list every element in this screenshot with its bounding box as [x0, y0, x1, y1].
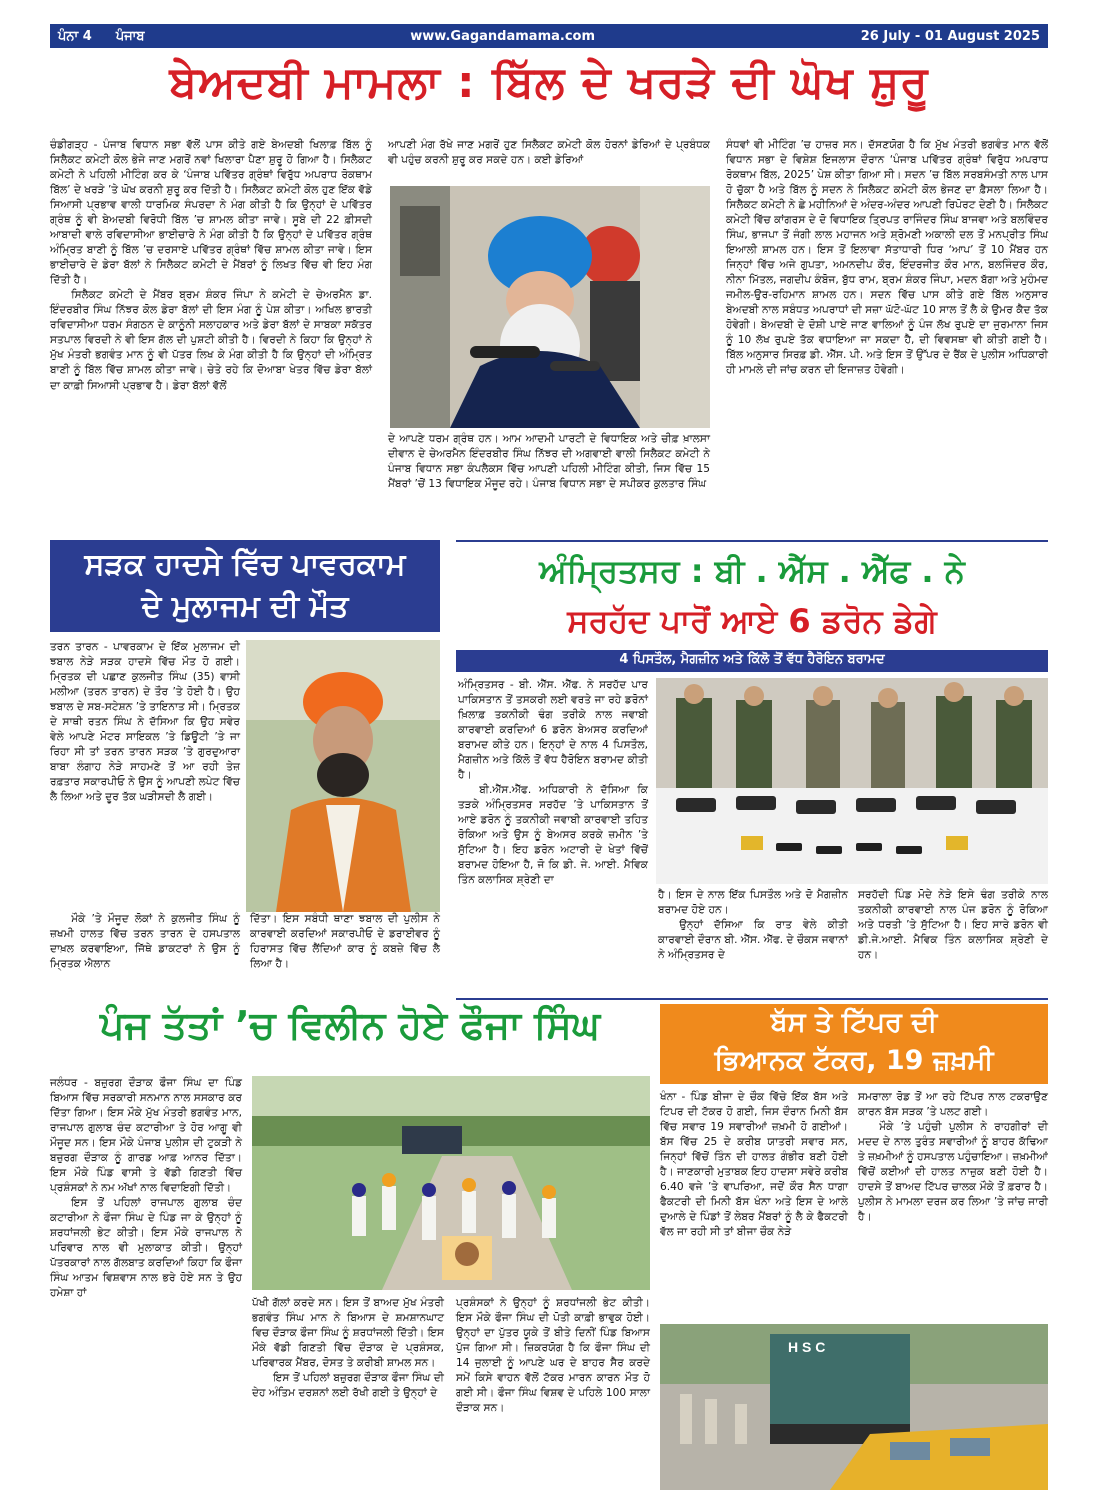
website-link[interactable]: www.Gagandamama.com	[410, 28, 596, 44]
story5-headline-line-1: ਬੱਸ ਤੇ ਟਿੱਪਰ ਦੀ	[770, 1007, 938, 1038]
story3-paragraph-3: ਹੈ। ਇਸ ਦੇ ਨਾਲ ਇੱਕ ਪਿਸਤੌਲ ਅਤੇ ਦੋ ਮੈਗਜ਼ੀਨ ਬਰਾਮਦ ਹੋਏ ਹਨ।	[658, 889, 848, 917]
issue-dates: 26 July - 01 August 2025	[860, 28, 1040, 44]
story1-column-2-bottom: ਦੇ ਆਪਣੇ ਧਰਮ ਗ੍ਰੰਥ ਹਨ। ਆਮ ਆਦਮੀ ਪਾਰਟੀ ਦੇ ਵਿਧਾਇਕ ਅਤੇ ਚੀਫ਼ ਖ਼ਾਲਸਾ ਦੀਵਾਨ ਦੇ ਚੇਅਰਮੈਨ ਇੰਦਰਬੀਰ ਸਿੰਘ ਨਿੱਝਰ ਦੀ ਅਗਵਾਈ ਵਾਲੀ ਸਿਲੈਕਟ ਕਮੇਟੀ ਨੇ ਪੰਜਾਬ ਵਿਧਾਨ ਸਭਾ ਕੰਪਲੈਕਸ ਵਿੱਚ ਆਪਣੀ ਪਹਿਲੀ ਮੀਟਿੰਗ ਕੀਤੀ, ਜਿਸ ਵਿੱਚ 15 ਮੈਂਬਰਾਂ ’ਚੋਂ 13 ਵਿਧਾਇਕ ਮੌਜੂਦ ਰਹੇ। ਪੰਜਾਬ ਵਿਧਾਨ ਸਭਾ ਦੇ ਸਪੀਕਰ ਕੁਲਤਾਰ ਸਿੰਘ	[388, 433, 710, 491]
story1-column-3: ਸੰਧਵਾਂ ਵੀ ਮੀਟਿੰਗ ’ਚ ਹਾਜ਼ਰ ਸਨ। ਦੱਸਣਯੋਗ ਹੈ ਕਿ ਮੁੱਖ ਮੰਤਰੀ ਭਗਵੰਤ ਮਾਨ ਵੱਲੋਂ ਵਿਧਾਨ ਸਭਾ ਦੇ ਵਿਸ਼ੇਸ਼ ਇਜਲਾਸ ਦੌਰਾਨ ‘ਪੰਜਾਬ ਪਵਿੱਤਰ ਗ੍ਰੰਥਾਂ ਵਿਰੁੱਧ ਅਪਰਾਧ ਰੋਕਥਾਮ ਬਿੱਲ, 2025’ ਪੇਸ਼ ਕੀਤਾ ਗਿਆ ਸੀ। ਸਦਨ ’ਚ ਬਿੱਲ ਸਰਬਸੰਮਤੀ ਨਾਲ ਪਾਸ ਹੋ ਚੁੱਕਾ ਹੈ ਅਤੇ ਬਿੱਲ ਨੂੰ ਸਦਨ ਨੇ ਸਿਲੈਕਟ ਕਮੇਟੀ ਕੋਲ ਭੇਜਣ ਦਾ ਫ਼ੈਸਲਾ ਲਿਆ ਹੈ। ਸਿਲੈਕਟ ਕਮੇਟੀ ਨੇ ਛੇ ਮਹੀਨਿਆਂ ਦੇ ਅੰਦਰ-ਅੰਦਰ ਆਪਣੀ ਰਿਪੋਰਟ ਦੇਣੀ ਹੈ। ਸਿਲੈਕਟ ਕਮੇਟੀ ਵਿੱਚ ਕਾਂਗਰਸ ਦੇ ਦੋ ਵਿਧਾਇਕ ਤ੍ਰਿਪਤ ਰਾਜਿੰਦਰ ਸਿੰਘ ਬਾਜਵਾ ਅਤੇ ਬਲਵਿੰਦਰ ਸਿੰਘ, ਭਾਜਪਾ ਤੋਂ ਜੰਗੀ ਲਾਲ ਮਹਾਜਨ ਅਤੇ ਸ਼੍ਰੋਮਣੀ ਅਕਾਲੀ ਦਲ ਤੋਂ ਮਨਪ੍ਰੀਤ ਸਿੰਘ ਇਆਲੀ ਸ਼ਾਮਲ ਹਨ। ਇਸ ਤੋਂ ਇਲਾਵਾ ਸੱਤਾਧਾਰੀ ਧਿਰ ‘ਆਪ’ ਤੋਂ 10 ਮੈਂਬਰ ਹਨ ਜਿਨ੍ਹਾਂ ਵਿੱਚ ਅਜੇ ਗੁਪਤਾ, ਅਮਨਦੀਪ ਕੌਰ, ਇੰਦਰਜੀਤ ਕੌਰ ਮਾਨ, ਬਲਜਿੰਦਰ ਕੌਰ, ਨੀਨਾ ਮਿੱਤਲ, ਜਗਦੀਪ ਕੰਬੋਜ, ਬੁੱਧ ਰਾਮ, ਬ੍ਰਮ ਸ਼ੰਕਰ ਜਿੰਪਾ, ਮਦਨ ਬੱਗਾ ਅਤੇ ਮੁਹੰਮਦ ਜਮੀਲ-ਉਰ-ਰਹਿਮਾਨ ਸ਼ਾਮਲ ਹਨ। ਸਦਨ ਵਿੱਚ ਪਾਸ ਕੀਤੇ ਗਏ ਬਿੱਲ ਅਨੁਸਾਰ ਬੇਅਦਬੀ ਨਾਲ ਸਬੰਧਤ ਅਪਰਾਧਾਂ ਦੀ ਸਜ਼ਾ ਘੱਟੋ-ਘੱਟ 10 ਸਾਲ ਤੋਂ ਲੈ ਕੇ ਉਮਰ ਕੈਦ ਤੱਕ ਹੋਵੇਗੀ। ਬੇਅਦਬੀ ਦੇ ਦੋਸ਼ੀ ਪਾਏ ਜਾਣ ਵਾਲਿਆਂ ਨੂੰ ਪੰਜ ਲੱਖ ਰੁਪਏ ਦਾ ਜੁਰਮਾਨਾ ਜਿਸ ਨੂੰ 10 ਲੱਖ ਰੁਪਏ ਤੱਕ ਵਧਾਇਆ ਜਾ ਸਕਦਾ ਹੈ, ਦੀ ਵਿਵਸਥਾ ਵੀ ਕੀਤੀ ਗਈ ਹੈ। ਬਿੱਲ ਅਨੁਸਾਰ ਸਿਰਫ਼ ਡੀ. ਐੱਸ. ਪੀ. ਅਤੇ ਇਸ ਤੋਂ ਉੱਪਰ ਦੇ ਰੈਂਕ ਦੇ ਪੁਲੀਸ ਅਧਿਕਾਰੀ ਹੀ ਮਾਮਲੇ ਦੀ ਜਾਂਚ ਕਰਨ ਦੀ ਇਜਾਜ਼ਤ ਹੋਵੇਗੀ।	[726, 139, 1048, 377]
story3-headline-line-1: ਅੰਮ੍ਰਿਤਸਰ : ਬੀ . ਐੱਸ . ਐੱਫ . ਨੇ	[539, 552, 965, 590]
story3-subheadline: 4 ਪਿਸਤੌਲ, ਮੈਗਜ਼ੀਨ ਅਤੇ ਕਿੱਲੋ ਤੋਂ ਵੱਧ ਹੈਰੋਇਨ ਬਰਾਮਦ	[456, 650, 1048, 672]
story3-column-2	[658, 888, 848, 963]
story2-headline-line-2: ਦੇ ਮੁਲਾਜਮ ਦੀ ਮੌਤ	[141, 589, 349, 624]
story4-paragraph-1: ਜਲੰਧਰ - ਬਜ਼ੁਰਗ ਦੌੜਾਕ ਫੌਜਾ ਸਿੰਘ ਦਾ ਪਿੰਡ ਬਿਆਸ ਵਿੱਚ ਸਰਕਾਰੀ ਸਨਮਾਨ ਨਾਲ ਸਸਕਾਰ ਕਰ ਦਿੱਤਾ ਗਿਆ। ਇਸ ਮੌਕੇ ਮੁੱਖ ਮੰਤਰੀ ਭਗਵੰਤ ਮਾਨ, ਰਾਜਪਾਲ ਗੁਲਾਬ ਚੰਦ ਕਟਾਰੀਆ ਤੇ ਹੋਰ ਆਗੂ ਵੀ ਮੌਜੂਦ ਸਨ। ਇਸ ਮੌਕੇ ਪੰਜਾਬ ਪੁਲੀਸ ਦੀ ਟੁਕੜੀ ਨੇ ਬਜ਼ੁਰਗ ਦੌੜਾਕ ਨੂੰ ਗਾਰਡ ਆਫ਼ ਆਨਰ ਦਿੱਤਾ। ਇਸ ਮੌਕੇ ਪਿੰਡ ਵਾਸੀ ਤੇ ਵੱਡੀ ਗਿਣਤੀ ਵਿੱਚ ਪ੍ਰਸ਼ੰਸਕਾਂ ਨੇ ਨਮ ਅੱਖਾਂ ਨਾਲ ਵਿਦਾਇਗੀ ਦਿੱਤੀ।	[50, 1077, 242, 1195]
story3-headline-block	[456, 546, 1048, 646]
masthead-bar	[50, 24, 1048, 48]
story3-paragraph-2: ਬੀ.ਐੱਸ.ਐੱਫ. ਅਧਿਕਾਰੀ ਨੇ ਦੱਸਿਆ ਕਿ ਤੜਕੇ ਅੰਮ੍ਰਿਤਸਰ ਸਰਹੱਦ ’ਤੇ ਪਾਕਿਸਤਾਨ ਤੋਂ ਆਏ ਡਰੋਨ ਨੂੰ ਤਕਨੀਕੀ ਜਵਾਬੀ ਕਾਰਵਾਈ ਤਹਿਤ ਰੋਕਿਆ ਅਤੇ ਉਸ ਨੂੰ ਬੇਅਸਰ ਕਰਕੇ ਜ਼ਮੀਨ ’ਤੇ ਸੁੱਟਿਆ ਹੈ। ਇਹ ਡਰੋਨ ਅਟਾਰੀ ਦੇ ਖੇਤਾਂ ਵਿੱਚੋਂ ਬਰਾਮਦ ਹੋਇਆ ਹੈ, ਜੋ ਕਿ ਡੀ. ਜੇ. ਆਈ. ਮੈਵਿਕ ਤਿੰਨ ਕਲਾਸਿਕ ਸ਼੍ਰੇਣੀ ਦਾ	[458, 784, 648, 887]
story1-column-2-top: ਆਪਣੀ ਮੰਗ ਰੱਖੇ ਜਾਣ ਮਗਰੋਂ ਹੁਣ ਸਿਲੈਕਟ ਕਮੇਟੀ ਕੋਲ ਹੋਰਨਾਂ ਡੇਰਿਆਂ ਦੇ ਪ੍ਰਬੰਧਕ ਵੀ ਪਹੁੰਚ ਕਰਨੀ ਸ਼ੁਰੂ ਕਰ ਸਕਦੇ ਹਨ। ਕਈ ਡੇਰਿਆਂ	[388, 139, 710, 167]
story2-headline-box	[50, 540, 440, 632]
story4-headline: ਪੰਜ ਤੱਤਾਂ ’ਚ ਵਿਲੀਨ ਹੋਏ ਫੌਜਾ ਸਿੰਘ	[100, 1003, 600, 1047]
story3-bottom-rule	[456, 998, 1048, 1000]
story3-photo-seized-drones	[656, 678, 1048, 884]
story4-column-1	[50, 1076, 242, 1301]
story3-top-rule	[456, 540, 1048, 542]
story4-column-3: ਪ੍ਰਸ਼ੰਸਕਾਂ ਨੇ ਉਨ੍ਹਾਂ ਨੂੰ ਸ਼ਰਧਾਂਜਲੀ ਭੇਟ ਕੀਤੀ। ਇਸ ਮੌਕੇ ਫੌਜਾ ਸਿੰਘ ਦੀ ਪੋਤੀ ਕਾਫ਼ੀ ਭਾਵੁਕ ਹੋਈ। ਉਨ੍ਹਾਂ ਦਾ ਪੁੱਤਰ ਯੂਕੇ ਤੋਂ ਬੀਤੇ ਦਿਨੀਂ ਪਿੰਡ ਬਿਆਸ ਪੁੱਜ ਗਿਆ ਸੀ। ਜ਼ਿਕਰਯੋਗ ਹੈ ਕਿ ਫੌਜਾ ਸਿੰਘ ਦੀ 14 ਜੁਲਾਈ ਨੂੰ ਆਪਣੇ ਘਰ ਦੇ ਬਾਹਰ ਸੈਰ ਕਰਦੇ ਸਮੇਂ ਕਿਸੇ ਵਾਹਨ ਵੱਲੋਂ ਟੱਕਰ ਮਾਰਨ ਕਾਰਨ ਮੌਤ ਹੋ ਗਈ ਸੀ। ਫੌਜਾ ਸਿੰਘ ਵਿਸ਼ਵ ਦੇ ਪਹਿਲੇ 100 ਸਾਲਾ ਦੌੜਾਕ ਸਨ।	[456, 1297, 650, 1415]
story3-headline-line-2: ਸਰਹੱਦ ਪਾਰੋਂ ਆਏ 6 ਡਰੋਨ ਡੇਗੇ	[567, 602, 937, 640]
story1-column-1	[50, 138, 372, 394]
story4-paragraph-3: ਪੱਖੀ ਗੱਲਾਂ ਕਰਦੇ ਸਨ। ਇਸ ਤੋਂ ਬਾਅਦ ਮੁੱਖ ਮੰਤਰੀ ਭਗਵੰਤ ਸਿੰਘ ਮਾਨ ਨੇ ਬਿਆਸ ਦੇ ਸ਼ਮਸ਼ਾਨਘਾਟ ਵਿਚ ਦੌੜਾਕ ਫੌਜਾ ਸਿੰਘ ਨੂੰ ਸ਼ਰਧਾਂਜਲੀ ਦਿੱਤੀ। ਇਸ ਮੌਕੇ ਵੱਡੀ ਗਿਣਤੀ ਵਿੱਚ ਦੌੜਾਕ ਦੇ ਪ੍ਰਸ਼ੰਸਕ, ਪਰਿਵਾਰਕ ਮੈਂਬਰ, ਦੋਸਤ ਤੇ ਕਰੀਬੀ ਸ਼ਾਮਲ ਸਨ।	[252, 1297, 444, 1370]
story2-column-1b	[50, 912, 240, 972]
page-number: ਪੰਨਾ 4	[58, 28, 92, 44]
truck-plate-text: H S C	[788, 1339, 826, 1355]
story3-column-1	[458, 678, 648, 888]
story1-photo-speaker	[390, 186, 710, 428]
story3-paragraph-4: ਉਨ੍ਹਾਂ ਦੱਸਿਆ ਕਿ ਰਾਤ ਵੇਲੇ ਕੀਤੀ ਕਾਰਵਾਈ ਦੌਰਾਨ ਬੀ. ਐੱਸ. ਐੱਫ. ਦੇ ਚੌਕਸ ਜਵਾਨਾਂ ਨੇ ਅੰਮ੍ਰਿਤਸਰ ਦੇ	[658, 919, 848, 962]
story4-paragraph-2: ਇਸ ਤੋਂ ਪਹਿਲਾਂ ਰਾਜਪਾਲ ਗੁਲਾਬ ਚੰਦ ਕਟਾਰੀਆ ਨੇ ਫੌਜਾ ਸਿੰਘ ਦੇ ਪਿੰਡ ਜਾ ਕੇ ਉਨ੍ਹਾਂ ਨੂੰ ਸ਼ਰਧਾਂਜਲੀ ਭੇਟ ਕੀਤੀ। ਇਸ ਮੌਕੇ ਰਾਜਪਾਲ ਨੇ ਪਰਿਵਾਰ ਨਾਲ ਵੀ ਮੁਲਾਕਾਤ ਕੀਤੀ। ਉਨ੍ਹਾਂ ਪੱਤਰਕਾਰਾਂ ਨਾਲ ਗੱਲਬਾਤ ਕਰਦਿਆਂ ਕਿਹਾ ਕਿ ਫੌਜਾ ਸਿੰਘ ਆਤਮ ਵਿਸ਼ਵਾਸ ਨਾਲ ਭਰੇ ਹੋਏ ਸਨ ਤੇ ਉਹ ਹਮੇਸ਼ਾ ਹਾਂ	[50, 1197, 242, 1300]
story5-headline-box	[660, 1004, 1048, 1084]
story2-column-2: ਦਿੱਤਾ। ਇਸ ਸਬੰਧੀ ਥਾਣਾ ਝਬਾਲ ਦੀ ਪੁਲੀਸ ਨੇ ਕਾਰਵਾਈ ਕਰਦਿਆਂ ਸਕਾਰਪੀਓ ਦੇ ਡਰਾਈਵਰ ਨੂੰ ਹਿਰਾਸਤ ਵਿੱਚ ਲੈਂਦਿਆਂ ਕਾਰ ਨੂੰ ਕਬਜ਼ੇ ਵਿੱਚ ਲੈ ਲਿਆ ਹੈ।	[250, 913, 440, 971]
story1-paragraph-1: ਚੰਡੀਗੜ੍ਹ - ਪੰਜਾਬ ਵਿਧਾਨ ਸਭਾ ਵੱਲੋਂ ਪਾਸ ਕੀਤੇ ਗਏ ਬੇਅਦਬੀ ਖਿਲਾਫ਼ ਬਿੱਲ ਨੂੰ ਸਿਲੈਕਟ ਕਮੇਟੀ ਕੋਲ ਭੇਜੇ ਜਾਣ ਮਗਰੋਂ ਨਵਾਂ ਖਿਲਾਰਾ ਪੈਣਾ ਸ਼ੁਰੂ ਹੋ ਗਿਆ ਹੈ। ਸਿਲੈਕਟ ਕਮੇਟੀ ਨੇ ਪਹਿਲੀ ਮੀਟਿੰਗ ਕਰ ਕੇ ‘ਪੰਜਾਬ ਪਵਿੱਤਰ ਗ੍ਰੰਥਾਂ ਵਿਰੁੱਧ ਅਪਰਾਧ ਰੋਕਥਾਮ ਬਿੱਲ’ ਦੇ ਖਰੜੇ ’ਤੇ ਘੋਖ ਕਰਨੀ ਸ਼ੁਰੂ ਕਰ ਦਿੱਤੀ ਹੈ। ਸਿਲੈਕਟ ਕਮੇਟੀ ਕੋਲ ਹੁਣ ਇੱਕ ਵੱਡੇ ਸਿਆਸੀ ਪ੍ਰਭਾਵ ਵਾਲੀ ਧਾਰਮਿਕ ਸੰਪਰਦਾ ਨੇ ਮੰਗ ਕੀਤੀ ਹੈ ਕਿ ਉਨ੍ਹਾਂ ਦੇ ਪਵਿੱਤਰ ਗ੍ਰੰਥ ਨੂੰ ਵੀ ਬੇਅਦਬੀ ਵਿਰੋਧੀ ਬਿੱਲ ’ਚ ਸ਼ਾਮਲ ਕੀਤਾ ਜਾਵੇ। ਸੂਬੇ ਦੀ 22 ਫ਼ੀਸਦੀ ਆਬਾਦੀ ਵਾਲੇ ਰਵਿਦਾਸੀਆ ਭਾਈਚਾਰੇ ਨੇ ਮੰਗ ਕੀਤੀ ਹੈ ਕਿ ਉਨ੍ਹਾਂ ਦੇ ਪਵਿੱਤਰ ਗ੍ਰੰਥ ਅੰਮ੍ਰਿਤ ਬਾਣੀ ਨੂੰ ਬਿੱਲ ’ਚ ਦਰਸਾਏ ਪਵਿੱਤਰ ਗ੍ਰੰਥਾਂ ਵਿੱਚ ਸ਼ਾਮਲ ਕੀਤਾ ਜਾਵੇ। ਇਸ ਭਾਈਚਾਰੇ ਦੇ ਡੇਰਾ ਬੱਲਾਂ ਨੇ ਸਿਲੈਕਟ ਕਮੇਟੀ ਦੇ ਮੈਂਬਰਾਂ ਨੂੰ ਲਿਖਤ ਵਿੱਚ ਵੀ ਇਹ ਮੰਗ ਦਿੱਤੀ ਹੈ।	[50, 139, 372, 287]
story2-photo-victim	[246, 640, 440, 912]
story3-paragraph-1: ਅੰਮ੍ਰਿਤਸਰ - ਬੀ. ਐੱਸ. ਐੱਫ. ਨੇ ਸਰਹੱਦ ਪਾਰ ਪਾਕਿਸਤਾਨ ਤੋਂ ਤਸਕਰੀ ਲਈ ਵਰਤੇ ਜਾ ਰਹੇ ਡਰੋਨਾਂ ਖ਼ਿਲਾਫ਼ ਤਕਨੀਕੀ ਢੰਗ ਤਰੀਕੇ ਨਾਲ ਜਵਾਬੀ ਕਾਰਵਾਈ ਕਰਦਿਆਂ 6 ਡਰੋਨ ਬੇਅਸਰ ਕਰਦਿਆਂ ਬਰਾਮਦ ਕੀਤੇ ਹਨ। ਇਨ੍ਹਾਂ ਦੇ ਨਾਲ 4 ਪਿਸਤੌਲ, ਮੈਗਜ਼ੀਨ ਅਤੇ ਕਿੱਲੋ ਤੋਂ ਵੱਧ ਹੈਰੋਇਨ ਬਰਾਮਦ ਕੀਤੀ ਹੈ।	[458, 679, 648, 782]
story3-column-3: ਸਰਹੱਦੀ ਪਿੰਡ ਮੋਦੇ ਨੇੜੇ ਇਸੇ ਢੰਗ ਤਰੀਕੇ ਨਾਲ ਤਕਨੀਕੀ ਕਾਰਵਾਈ ਨਾਲ ਪੰਜ ਡਰੋਨ ਨੂੰ ਰੋਕਿਆ ਅਤੇ ਧਰਤੀ ’ਤੇ ਸੁੱਟਿਆ ਹੈ। ਇਹ ਸਾਰੇ ਡਰੋਨ ਵੀ ਡੀ.ਜੇ.ਆਈ. ਮੈਵਿਕ ਤਿੰਨ ਕਲਾਸਿਕ ਸ਼੍ਰੇਣੀ ਦੇ ਹਨ।	[858, 889, 1048, 962]
story1-headline: ਬੇਅਦਬੀ ਮਾਮਲਾ : ਬਿੱਲ ਦੇ ਖਰੜੇ ਦੀ ਘੋਖ ਸ਼ੁਰੂ	[169, 57, 929, 108]
story1-paragraph-2: ਸਿਲੈਕਟ ਕਮੇਟੀ ਦੇ ਮੈਂਬਰ ਬ੍ਰਮ ਸ਼ੰਕਰ ਜਿੰਪਾ ਨੇ ਕਮੇਟੀ ਦੇ ਚੇਅਰਮੈਨ ਡਾ. ਇੰਦਰਬੀਰ ਸਿੰਘ ਨਿੱਝਰ ਕੋਲ ਡੇਰਾ ਬੱਲਾਂ ਦੀ ਇਸ ਮੰਗ ਨੂੰ ਪੇਸ਼ ਕੀਤਾ। ਅਖਿਲ ਭਾਰਤੀ ਰਵਿਦਾਸੀਆ ਧਰਮ ਸੰਗਠਨ ਦੇ ਕਾਨੂੰਨੀ ਸਲਾਹਕਾਰ ਅਤੇ ਡੇਰਾ ਬੱਲਾਂ ਦੇ ਸਾਬਕਾ ਸਕੱਤਰ ਸਤਪਾਲ ਵਿਰਦੀ ਨੇ ਵੀ ਇਸ ਗੱਲ ਦੀ ਪੁਸ਼ਟੀ ਕੀਤੀ ਹੈ। ਵਿਰਦੀ ਨੇ ਕਿਹਾ ਕਿ ਉਨ੍ਹਾਂ ਨੇ ਮੁੱਖ ਮੰਤਰੀ ਭਗਵੰਤ ਮਾਨ ਨੂੰ ਵੀ ਪੱਤਰ ਲਿਖ ਕੇ ਮੰਗ ਕੀਤੀ ਹੈ ਕਿ ਉਨ੍ਹਾਂ ਦੀ ਅੰਮ੍ਰਿਤ ਬਾਣੀ ਨੂੰ ਬਿੱਲ ਵਿੱਚ ਸ਼ਾਮਲ ਕੀਤਾ ਜਾਵੇ। ਚੇਤੇ ਰਹੇ ਕਿ ਦੋਆਬਾ ਖੇਤਰ ਵਿੱਚ ਡੇਰਾ ਬੱਲਾਂ ਦਾ ਕਾਫ਼ੀ ਸਿਆਸੀ ਪ੍ਰਭਾਵ ਹੈ। ਡੇਰਾ ਬੱਲਾਂ ਵੱਲੋਂ	[50, 289, 372, 392]
story4-photo-funeral-procession	[252, 1076, 650, 1290]
story2-paragraph-2: ਮੌਕੇ ’ਤੇ ਮੌਜੂਦ ਲੋਕਾਂ ਨੇ ਕੁਲਜੀਤ ਸਿੰਘ ਨੂੰ ਜ਼ਖਮੀ ਹਾਲਤ ਵਿੱਚ ਤਰਨ ਤਾਰਨ ਦੇ ਹਸਪਤਾਲ ਦਾਖ਼ਲ ਕਰਵਾਇਆ, ਜਿੱਥੇ ਡਾਕਟਰਾਂ ਨੇ ਉਸ ਨੂੰ ਮ੍ਰਿਤਕ ਐਲਾਨ	[50, 913, 240, 971]
story5-paragraph-3: ਮੌਕੇ ’ਤੇ ਪਹੁੰਚੀ ਪੁਲੀਸ ਨੇ ਰਾਹਗੀਰਾਂ ਦੀ ਮਦਦ ਦੇ ਨਾਲ ਤੁਰੰਤ ਸਵਾਰੀਆਂ ਨੂੰ ਬਾਹਰ ਕੱਢਿਆ ਤੇ ਜ਼ਖ਼ਮੀਆਂ ਨੂੰ ਹਸਪਤਾਲ ਪਹੁੰਚਾਇਆ। ਜ਼ਖ਼ਮੀਆਂ ਵਿੱਚੋਂ ਕਈਆਂ ਦੀ ਹਾਲਤ ਨਾਜ਼ੁਕ ਬਣੀ ਹੋਈ ਹੈ। ਹਾਦਸੇ ਤੋਂ ਬਾਅਦ ਟਿੱਪਰ ਚਾਲਕ ਮੌਕੇ ਤੋਂ ਫ਼ਰਾਰ ਹੈ। ਪੁਲੀਸ ਨੇ ਮਾਮਲਾ ਦਰਜ ਕਰ ਲਿਆ ’ਤੇ ਜਾਂਚ ਜਾਰੀ ਹੈ।	[858, 1121, 1048, 1224]
story5-paragraph-2: ਸਮਰਾਲਾ ਰੋਡ ਤੋਂ ਆ ਰਹੇ ਟਿੱਪਰ ਨਾਲ ਟਕਰਾਉਣ ਕਾਰਨ ਬੱਸ ਸੜਕ ’ਤੇ ਪਲਟ ਗਈ।	[858, 1091, 1048, 1119]
story2-paragraph-1: ਤਰਨ ਤਾਰਨ - ਪਾਵਰਕਾਮ ਦੇ ਇੱਕ ਮੁਲਾਜਮ ਦੀ ਝਬਾਲ ਨੇੜੇ ਸੜਕ ਹਾਦਸੇ ਵਿੱਚ ਮੌਤ ਹੋ ਗਈ। ਮ੍ਰਿਤਕ ਦੀ ਪਛਾਣ ਕੁਲਜੀਤ ਸਿੰਘ (35) ਵਾਸੀ ਮਲੀਆ (ਤਰਨ ਤਾਰਨ) ਦੇ ਤੌਰ ’ਤੇ ਹੋਈ ਹੈ। ਉਹ ਝਬਾਲ ਦੇ ਸਬ-ਸਟੇਸ਼ਨ ’ਤੇ ਤਾਇਨਾਤ ਸੀ। ਮ੍ਰਿਤਕ ਦੇ ਸਾਥੀ ਰਤਨ ਸਿੰਘ ਨੇ ਦੱਸਿਆ ਕਿ ਉਹ ਸਵੇਰ ਵੇਲੇ ਆਪਣੇ ਮੋਟਰ ਸਾਇਕਲ ’ਤੇ ਡਿਊਟੀ ’ਤੇ ਜਾ ਰਿਹਾ ਸੀ ਤਾਂ ਤਰਨ ਤਾਰਨ ਸੜਕ ’ਤੇ ਗੁਰਦੁਆਰਾ ਬਾਬਾ ਲੰਗਾਹ ਨੇੜੇ ਸਾਹਮਣੇ ਤੋਂ ਆ ਰਹੀ ਤੇਜ਼ ਰਫ਼ਤਾਰ ਸਕਾਰਪੀਓ ਨੇ ਉਸ ਨੂੰ ਆਪਣੀ ਲਪੇਟ ਵਿੱਚ ਲੈ ਲਿਆ ਅਤੇ ਦੂਰ ਤੱਕ ਘੜੀਸਦੀ ਲੈ ਗਈ।	[50, 641, 240, 804]
story5-photo-crash-site	[660, 1324, 1048, 1490]
story4-column-2	[252, 1296, 444, 1401]
story2-column-1	[50, 640, 240, 805]
story4-paragraph-4: ਇਸ ਤੋਂ ਪਹਿਲਾਂ ਬਜ਼ੁਰਗ ਦੌੜਾਕ ਫੌਜਾ ਸਿੰਘ ਦੀ ਦੇਹ ਅੰਤਿਮ ਦਰਸ਼ਨਾਂ ਲਈ ਰੱਖੀ ਗਈ ਤੇ ਉਨ੍ਹਾਂ ਦੇ	[252, 1372, 444, 1400]
story5-column-1: ਖੰਨਾ - ਪਿੰਡ ਬੀਜਾ ਦੇ ਚੌਕ ਵਿੱਚੇ ਇੱਕ ਬੱਸ ਅਤੇ ਟਿਪਰ ਦੀ ਟੱਕਰ ਹੋ ਗਈ, ਜਿਸ ਦੌਰਾਨ ਮਿਨੀ ਬੱਸ ਵਿੱਚ ਸਵਾਰ 19 ਸਵਾਰੀਆਂ ਜ਼ਖ਼ਮੀ ਹੋ ਗਈਆਂ। ਬੱਸ ਵਿੱਚ 25 ਦੇ ਕਰੀਬ ਯਾਤਰੀ ਸਵਾਰ ਸਨ, ਜਿਨ੍ਹਾਂ ਵਿੱਚੋਂ ਤਿੰਨ ਦੀ ਹਾਲਤ ਗੰਭੀਰ ਬਣੀ ਹੋਈ ਹੈ। ਜਾਣਕਾਰੀ ਮੁਤਾਬਕ ਇਹ ਹਾਦਸਾ ਸਵੇਰੇ ਕਰੀਬ 6.40 ਵਜੇ ’ਤੇ ਵਾਪਰਿਆ, ਜਦੋਂ ਕੌਰ ਸੈਨ ਧਾਗਾ ਫੈਕਟਰੀ ਦੀ ਮਿਨੀ ਬੱਸ ਖੰਨਾ ਅਤੇ ਇਸ ਦੇ ਆਲੇ ਦੁਆਲੇ ਦੇ ਪਿੰਡਾਂ ਤੋਂ ਲੇਬਰ ਮੈਂਬਰਾਂ ਨੂੰ ਲੈ ਕੇ ਫੈਕਟਰੀ ਵੱਲ ਜਾ ਰਹੀ ਸੀ ਤਾਂ ਬੀਜਾ ਚੌਕ ਨੇੜੇ	[660, 1091, 848, 1239]
story5-headline-line-2: ਭਿਆਨਕ ਟੱਕਰ, 19 ਜ਼ਖ਼ਮੀ	[714, 1045, 994, 1076]
section-name: ਪੰਜਾਬ	[115, 28, 145, 44]
story5-column-2	[858, 1090, 1048, 1225]
story2-headline-line-1: ਸੜਕ ਹਾਦਸੇ ਵਿੱਚ ਪਾਵਰਕਾਮ	[84, 547, 406, 582]
